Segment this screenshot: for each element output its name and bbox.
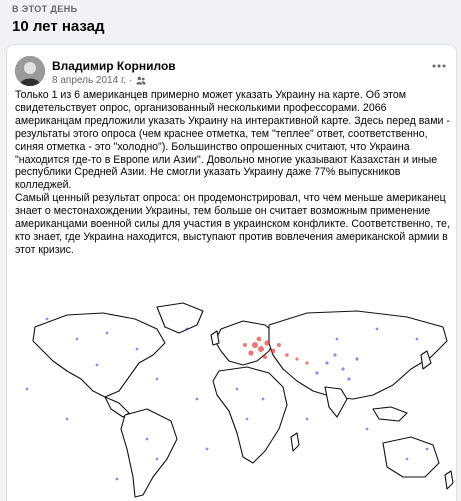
post-text (15, 89, 450, 257)
author-name[interactable]: Владимир Корнилов (52, 59, 176, 73)
meta-separator: · (129, 75, 133, 86)
memories-header (12, 4, 452, 35)
section-label: В ЭТОТ ДЕНЬ (12, 4, 78, 14)
post-paragraph-2: Самый ценный результат опроса: он продемонстрировал, что чем меньше американец знает о местонахождении Украины, тем больше он считает возможным применение американцами военной силы для участия в украинском конфликте. Соответственно, те, кто знает, где Украина находится, выступают против вовлечения американской армии в этот кризис. (15, 192, 450, 256)
avatar[interactable] (15, 56, 45, 86)
years-ago-title: 10 лет назад (12, 18, 105, 35)
more-button[interactable] (432, 59, 446, 69)
avatar-photo-icon (15, 56, 45, 86)
post-paragraph-1: Только 1 из 6 американцев примерно может указать Украину на карте. Об этом свидетельствует опрос, организованный несколькими профессорами. 2066 американцам предложили указать Украину на интерактивной карте. Здесь перед вами - результаты этого опроса (чем краснее отметка, тем "теплее" ответ, соответственно, синяя отметка - это "холодно"). Большинство опрошенных считают, что Украина "находится где-то в Европе или Азии". Довольно многие указывают Казахстан и иные республики Средней Азии. Не смогли указать Украину даже 77% выпускников колледжей. (15, 89, 450, 192)
friends-icon (136, 76, 146, 85)
post-date[interactable]: 8 апрель 2014 г. (52, 75, 127, 86)
more-icon (432, 64, 446, 68)
post-card (6, 44, 457, 501)
post-meta (52, 75, 146, 86)
survey-map-image[interactable] (7, 299, 456, 501)
